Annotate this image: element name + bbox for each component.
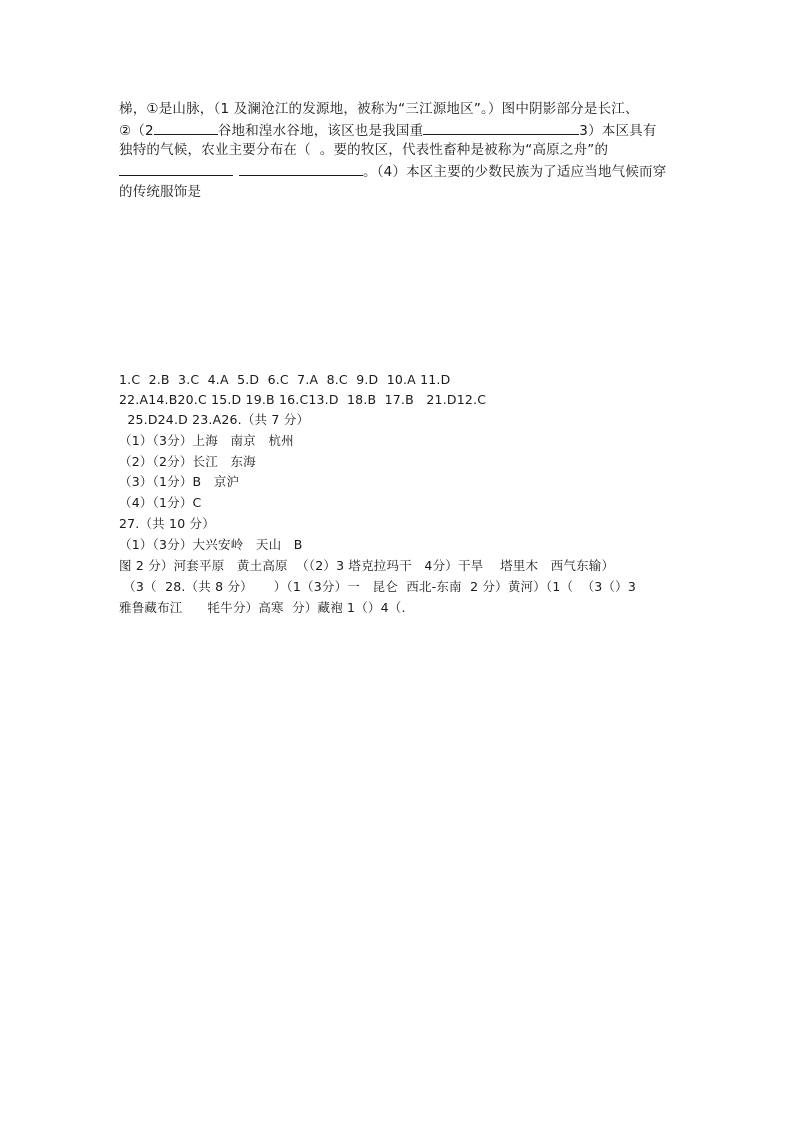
question-line-1: 梯，①是山脉，（1 及澜沧江的发源地，被称为“三江源地区”。）图中阴影部分是长江、 <box>119 101 639 117</box>
answer-line-10: 图 2 分）河套平原 黄土高原 （（2）3 塔克拉玛干 4分）干旱 塔里木 西气东输） <box>119 558 615 573</box>
answer-line-3: 25.D24.D 23.A26.（共 7 分） <box>119 412 310 427</box>
answer-blank <box>239 161 363 176</box>
answer-line-7: （4）（1分）C <box>119 495 202 510</box>
question-line-4 <box>119 161 666 182</box>
question-line-4-end: 。（4）本区主要的少数民族为了适应当地气候而穿 <box>363 164 667 180</box>
answer-line-2: 22.A14.B20.C 15.D 19.B 16.C13.D 18.B 17.B 21.D12.C <box>119 392 487 407</box>
answer-line-5: （2）（2分）长江 东海 <box>119 454 256 469</box>
question-line-5: 的传统服饰是 <box>119 184 202 200</box>
answer-blank <box>423 120 579 135</box>
answer-blank <box>154 120 218 135</box>
question-line-2-end: 3）本区具有 <box>579 123 657 139</box>
answer-line-8: 27.（共 10 分） <box>119 516 215 531</box>
answer-line-11: （3（ 28.（共 8 分） ）（1（3分）一 昆仑 西北-东南 2 分）黄河）（1（ （3（）3 <box>119 579 636 594</box>
answer-line-12: 雅鲁藏布江 牦牛分）高寒 分）藏袍 1（）4（. <box>119 600 406 615</box>
question-line-3: 独特的气候，农业主要分布在（ 。要的牧区，代表性畜种是被称为“高原之舟”的 <box>119 142 609 158</box>
question-line-2-start: ②（2 <box>119 123 154 139</box>
answer-line-9: （1）（3分）大兴安岭 天山 B <box>119 537 303 552</box>
question-line-2 <box>119 120 657 141</box>
answer-blank <box>119 161 233 176</box>
question-line-2-middle: 谷地和湟水谷地，该区也是我国重 <box>217 123 424 139</box>
answer-line-4: （1）（3分）上海 南京 杭州 <box>119 433 294 448</box>
answer-line-1: 1.C 2.B 3.C 4.A 5.D 6.C 7.A 8.C 9.D 10.A 11.D <box>119 372 451 387</box>
answer-line-6: （3）（1分）B 京沪 <box>119 474 240 489</box>
